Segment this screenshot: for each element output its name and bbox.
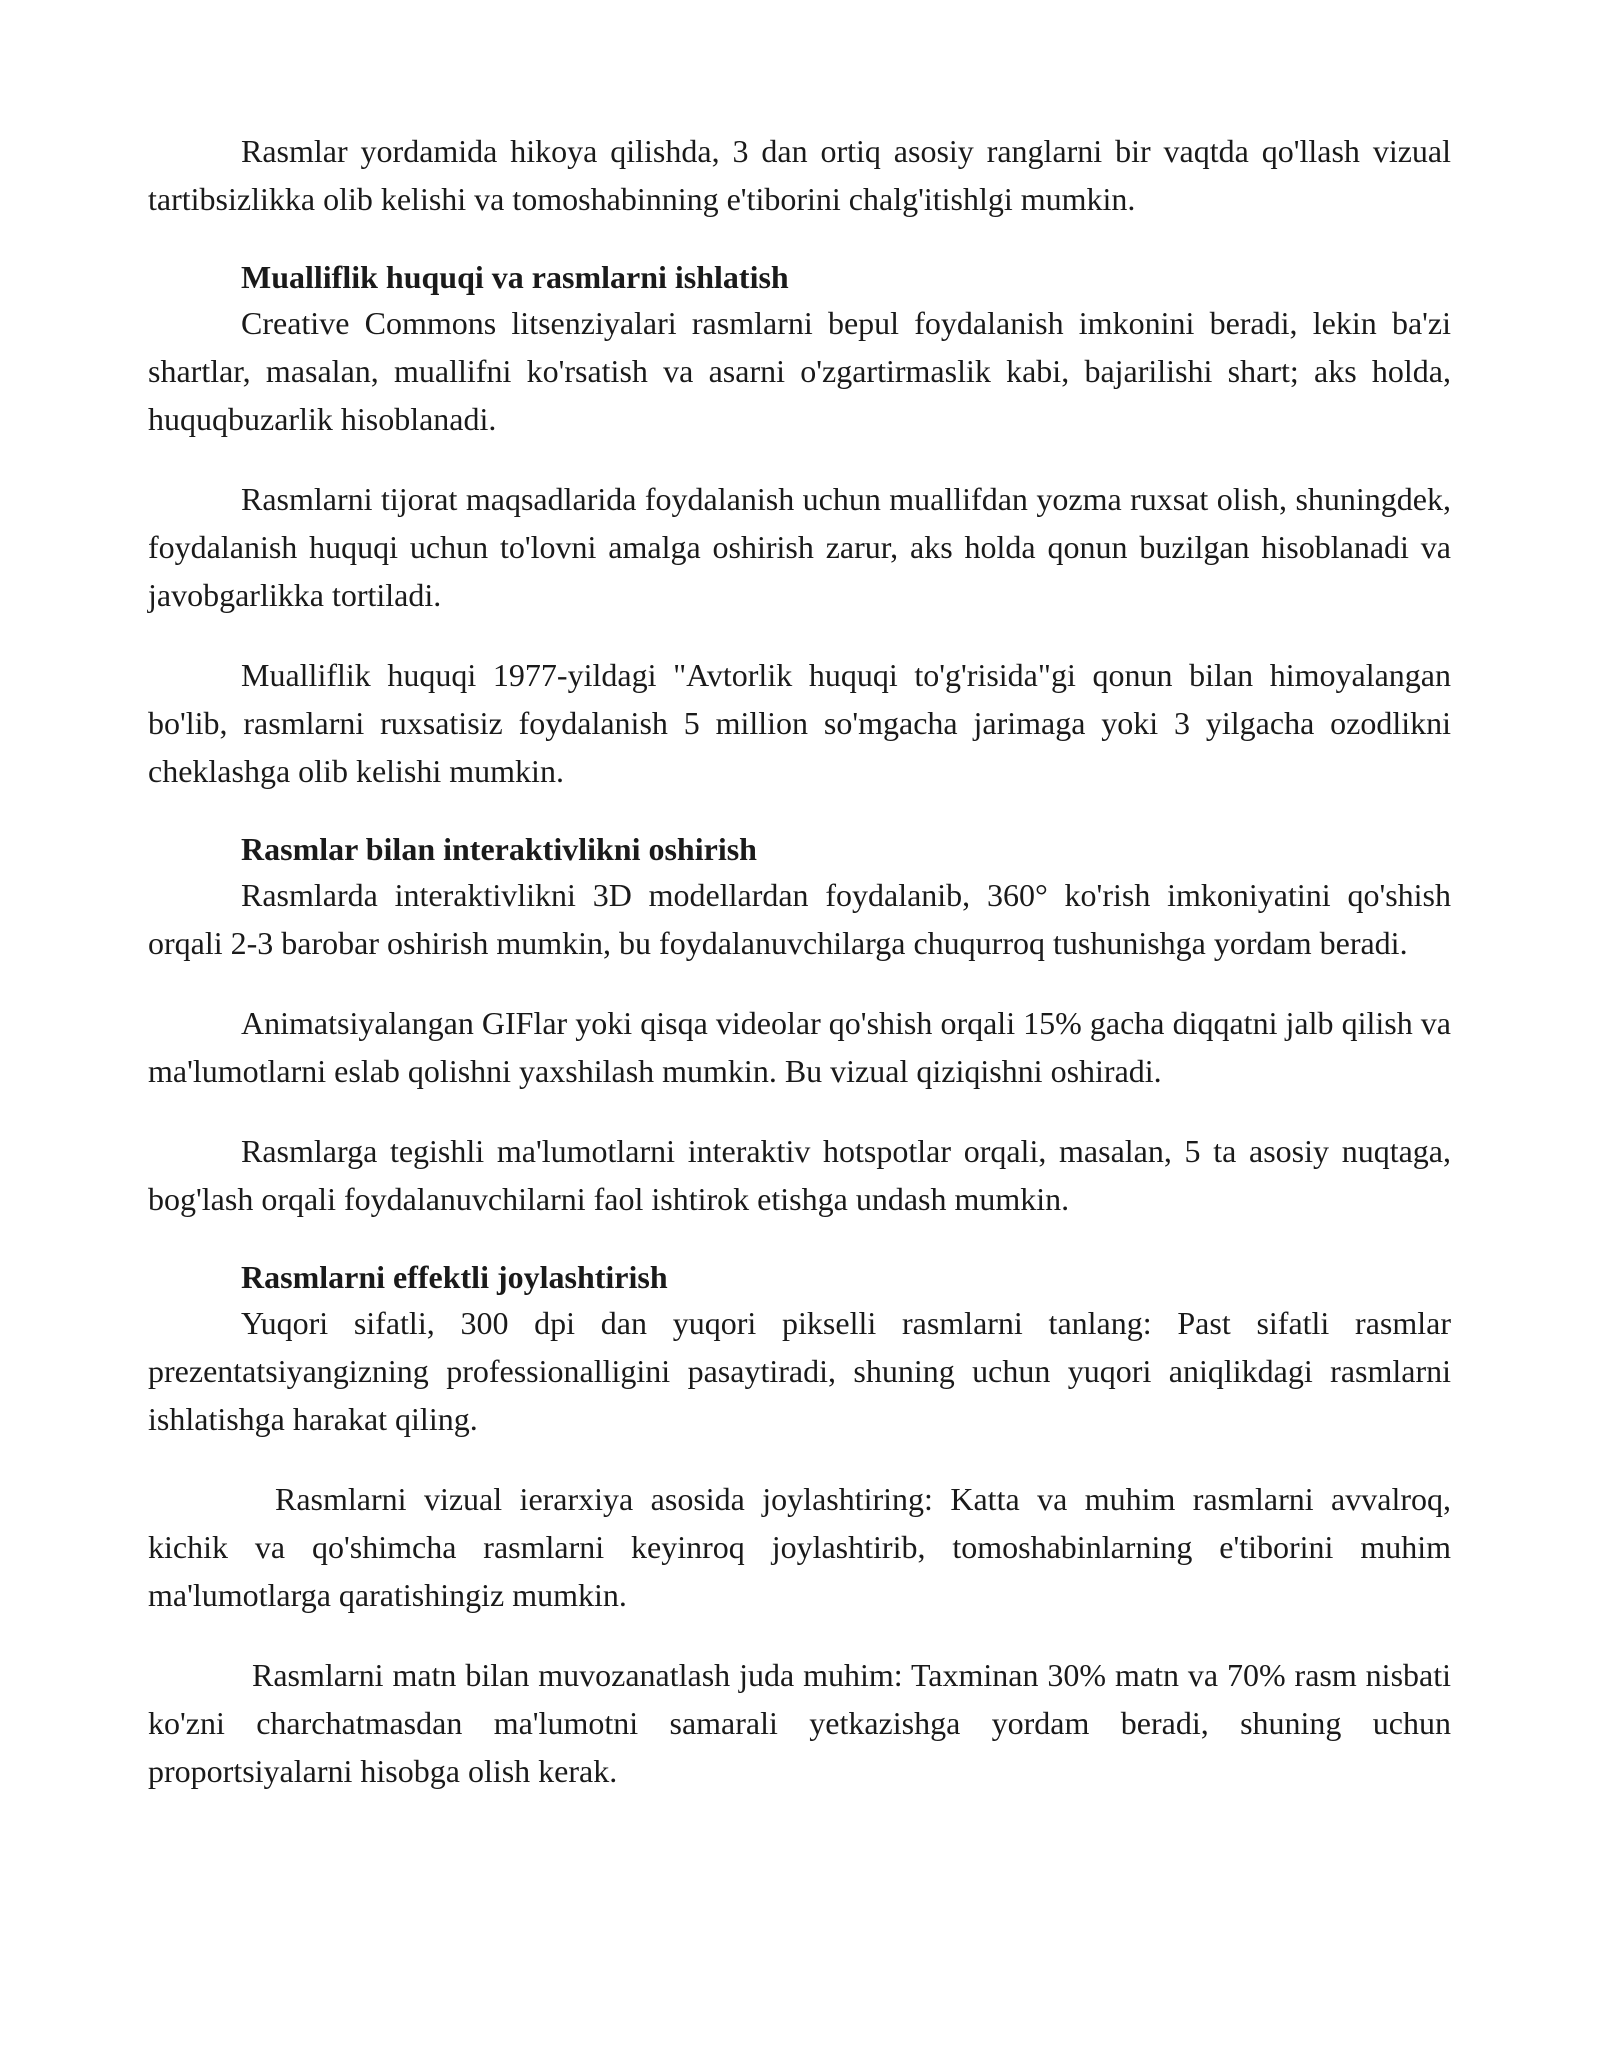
copyright-paragraph-3: Mualliflik huquqi 1977-yildagi "Avtorlik huquqi to'g'risida"gi qonun bilan himoyalangan bo'lib, rasmlarni ruxsatisiz foydalanish 5 million so'mgacha jarimaga yoki 3 yilgacha ozodlikni cheklashga olib kelishi mumkin. <box>148 657 1451 789</box>
heading-placement: Rasmlarni effektli joylashtirish <box>241 1259 668 1295</box>
copyright-paragraph-2: Rasmlarni tijorat maqsadlarida foydalanish uchun muallifdan yozma ruxsat olish, shuningdek, foydalanish huquqi uchun to'lovni amalga oshirish zarur, aks holda qonun buzilgan hisoblanadi va javobgarlikka tortiladi. <box>148 481 1451 613</box>
interactivity-paragraph-1: Rasmlarda interaktivlikni 3D modellardan foydalanib, 360° ko'rish imkoniyatini qo'shish orqali 2-3 barobar oshirish mumkin, bu foydalanuvchilarga chuqurroq tushunishga yordam beradi. <box>148 877 1451 961</box>
interactivity-paragraph-2: Animatsiyalangan GIFlar yoki qisqa videolar qo'shish orqali 15% gacha diqqatni jalb qilish va ma'lumotlarni eslab qolishni yaxshilash mumkin. Bu vizual qiziqishni oshiradi. <box>148 1005 1451 1089</box>
placement-paragraph-2: Rasmlarni vizual ierarxiya asosida joylashtiring: Katta va muhim rasmlarni avvalroq, kichik va qo'shimcha rasmlarni keyinroq joylashtirib, tomoshabinlarning e'tiborini muhim ma'lumotlarga qaratishingiz mumkin. <box>148 1481 1451 1613</box>
interactivity-paragraph-3: Rasmlarga tegishli ma'lumotlarni interaktiv hotspotlar orqali, masalan, 5 ta asosiy nuqtaga, bog'lash orqali foydalanuvchilarni faol ishtirok etishga undash mumkin. <box>148 1133 1451 1217</box>
document-body <box>148 127 1451 1795</box>
intro-paragraph: Rasmlar yordamida hikoya qilishda, 3 dan ortiq asosiy ranglarni bir vaqtda qo'llash vizual tartibsizlikka olib kelishi va tomoshabinning e'tiborini chalg'itishlgi mumkin. <box>148 133 1451 217</box>
heading-interactivity: Rasmlar bilan interaktivlikni oshirish <box>241 831 757 867</box>
heading-copyright: Mualliflik huquqi va rasmlarni ishlatish <box>241 259 789 295</box>
copyright-paragraph-1: Creative Commons litsenziyalari rasmlarni bepul foydalanish imkonini beradi, lekin ba'zi shartlar, masalan, muallifni ko'rsatish va asarni o'zgartirmaslik kabi, bajarilishi shart; aks holda, huquqbuzarlik hisoblanadi. <box>148 305 1451 437</box>
placement-paragraph-3: Rasmlarni matn bilan muvozanatlash juda muhim: Taxminan 30% matn va 70% rasm nisbati ko'zni charchatmasdan ma'lumotni samarali yetkazishga yordam beradi, shuning uchun proportsiyalarni hisobga olish kerak. <box>148 1657 1451 1789</box>
placement-paragraph-1: Yuqori sifatli, 300 dpi dan yuqori pikselli rasmlarni tanlang: Past sifatli rasmlar prezentatsiyangizning professionalligini pasaytiradi, shuning uchun yuqori aniqlikdagi rasmlarni ishlatishga harakat qiling. <box>148 1305 1451 1437</box>
